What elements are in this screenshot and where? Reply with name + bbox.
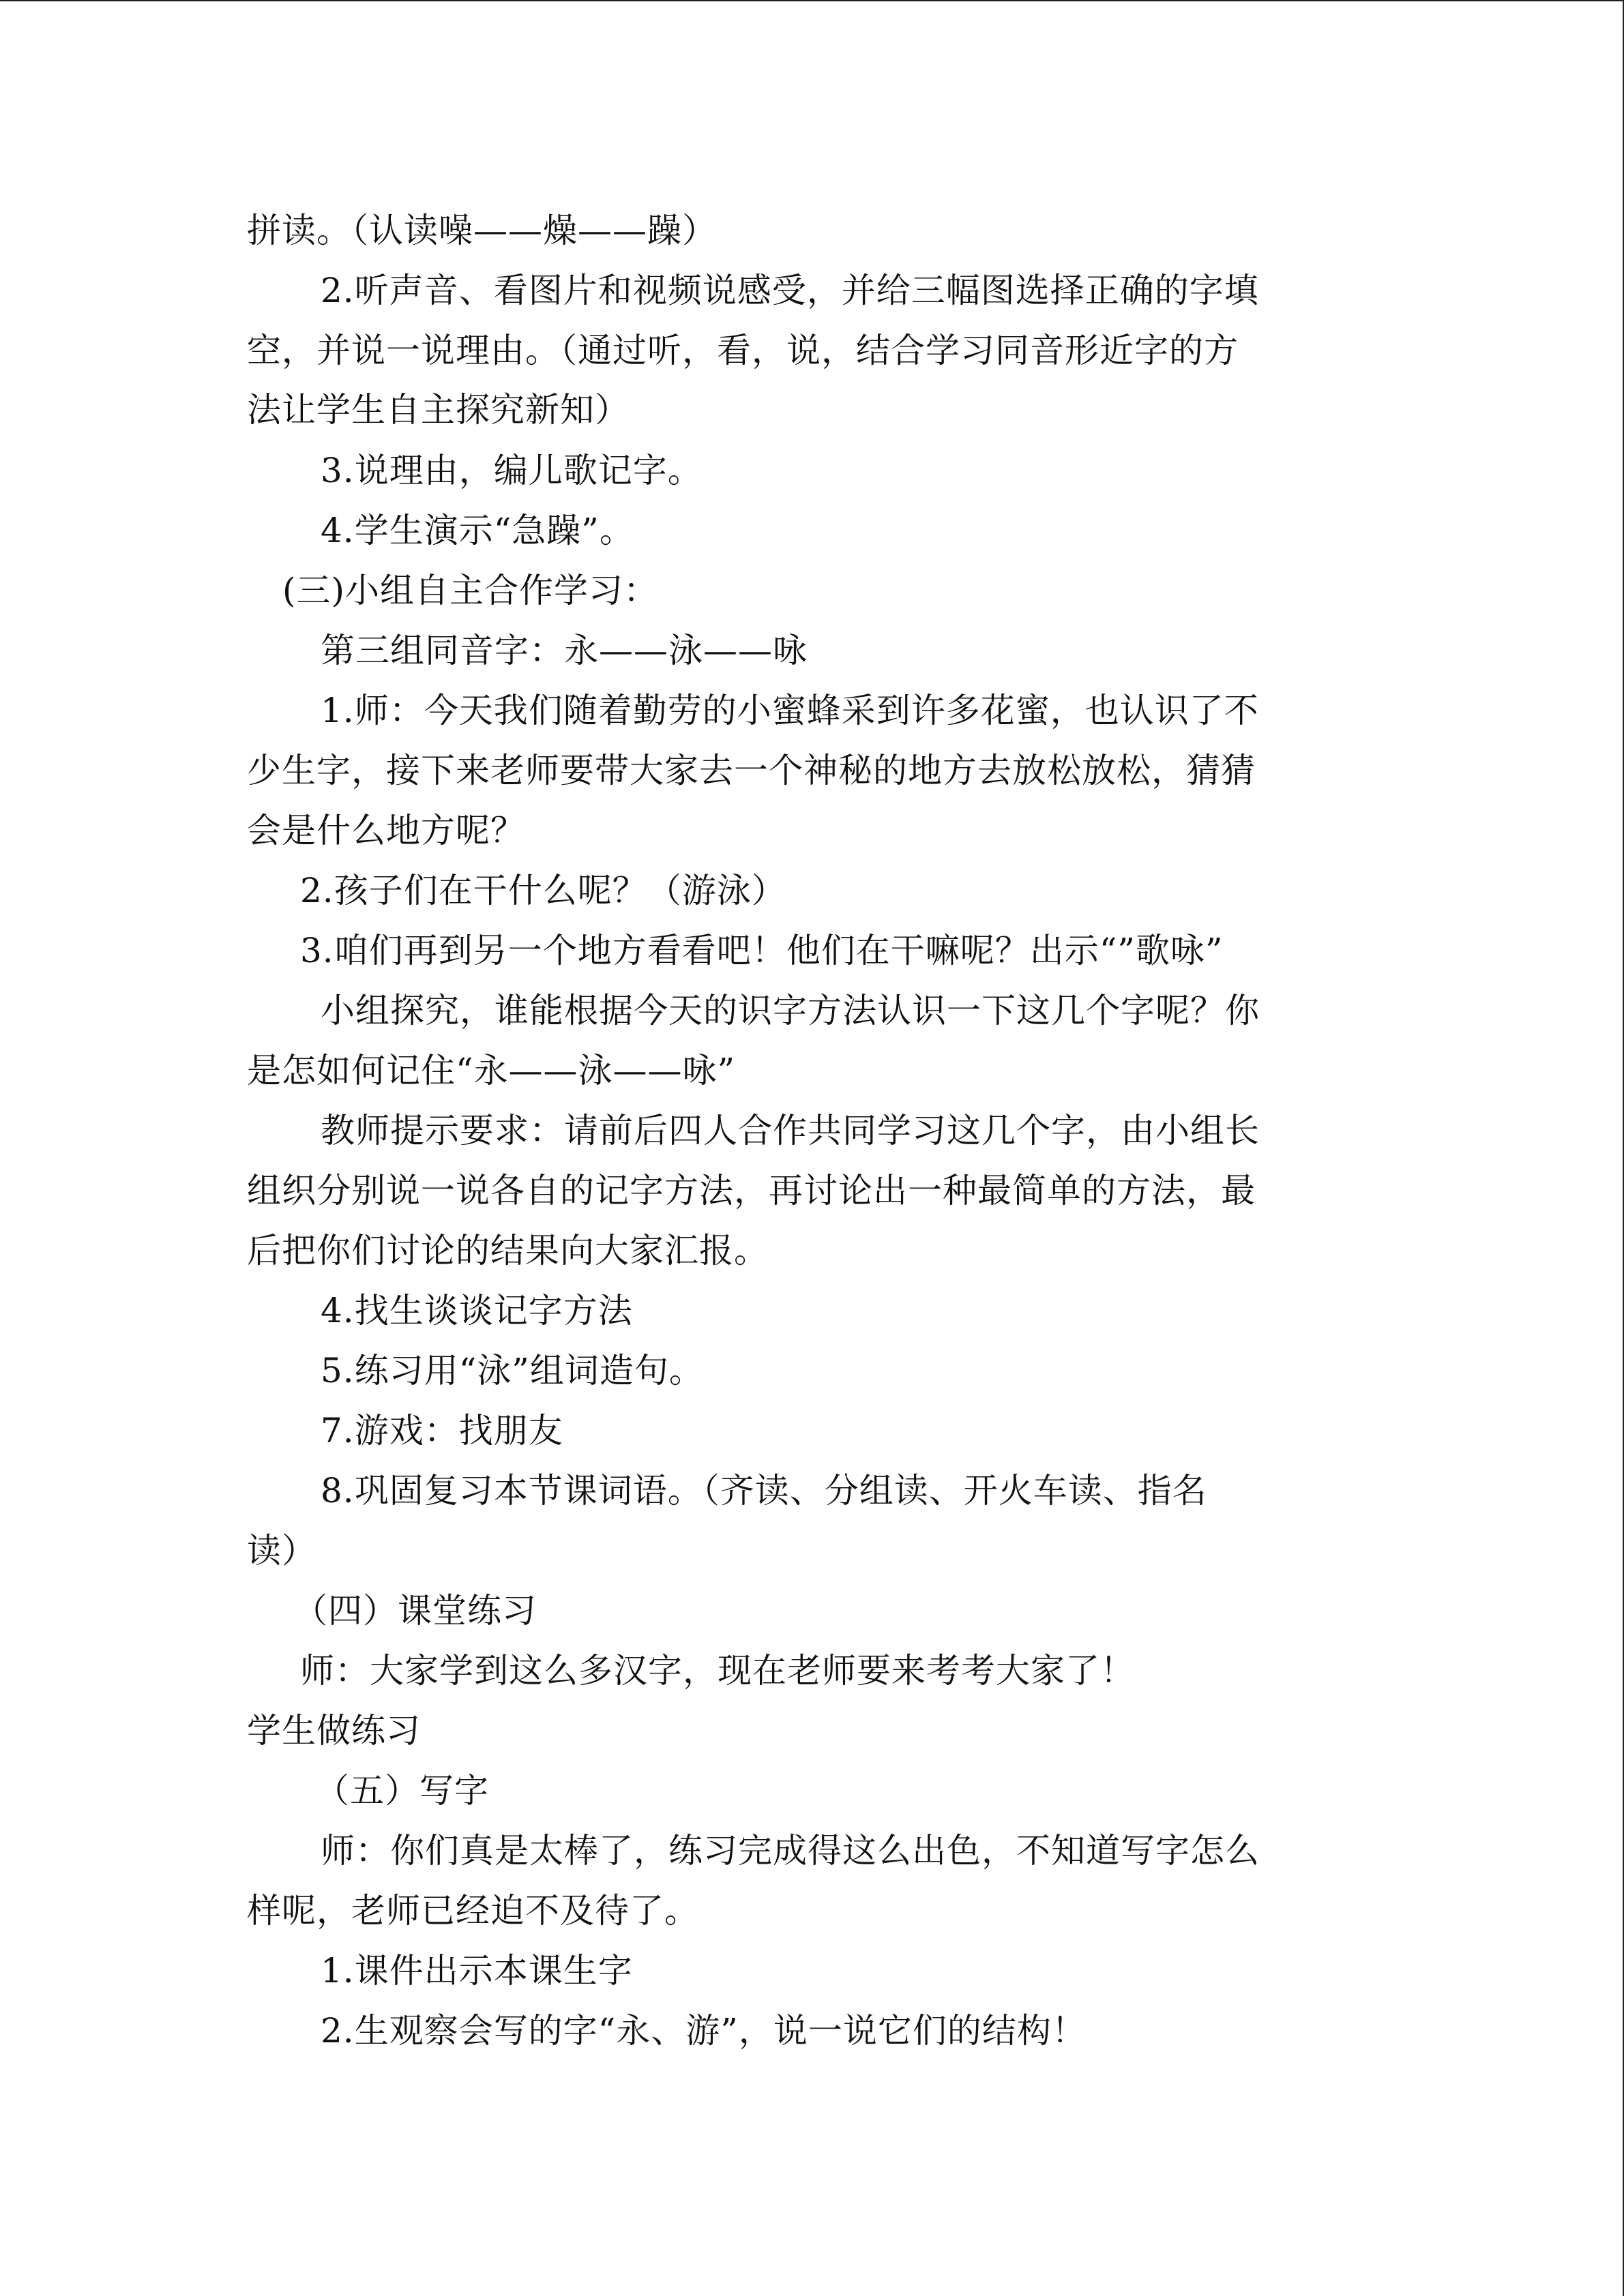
text-line-4: 法让学生自主探究新知） <box>247 390 630 430</box>
text-line-2: 2.听声音、看图片和视频说感受，并给三幅图选择正确的字填 <box>321 271 1259 310</box>
text-line-28: 师：你们真是太棒了，练习完成得这么出色，不知道写字怎么 <box>321 1831 1260 1870</box>
text-line-12: 2.孩子们在干什么呢？（游泳） <box>300 871 786 910</box>
text-line-1: 拼读。（认读噪——燥——躁） <box>247 211 717 250</box>
text-line-20: 5.练习用“泳”组词造句。 <box>321 1351 704 1390</box>
text-line-6: 4.学生演示“急躁”。 <box>321 511 634 550</box>
text-line-17: 组织分别说一说各自的记字方法，再讨论出一种最简单的方法，最 <box>247 1171 1256 1210</box>
text-line-22: 8.巩固复习本节课词语。（齐读、分组读、开火车读、指名 <box>321 1471 1207 1510</box>
text-line-26: 学生做练习 <box>247 1711 421 1750</box>
section-heading-4: （四）课堂练习 <box>293 1591 537 1630</box>
text-line-13: 3.咱们再到另一个地方看看吧！他们在干嘛呢？出示“”歌咏” <box>300 931 1224 970</box>
text-line-16: 教师提示要求：请前后四人合作共同学习这几个字，由小组长 <box>321 1111 1260 1150</box>
section-heading-5: （五）写字 <box>315 1771 489 1810</box>
text-line-5: 3.说理由，编儿歌记字。 <box>321 451 703 490</box>
text-line-25: 师：大家学到这么多汉字，现在老师要来考考大家了！ <box>300 1651 1135 1690</box>
text-line-23: 读） <box>247 1531 316 1570</box>
text-line-11: 会是什么地方呢？ <box>247 811 525 850</box>
text-line-29: 样呢，老师已经迫不及待了。 <box>247 1891 699 1930</box>
text-line-10: 少生字，接下来老师要带大家去一个神秘的地方去放松放松，猜猜 <box>247 751 1256 790</box>
section-heading-3: (三)小组自主合作学习： <box>282 571 659 610</box>
text-line-21: 7.游戏：找朋友 <box>321 1411 563 1450</box>
text-line-19: 4.找生谈谈记字方法 <box>321 1291 633 1330</box>
text-line-30: 1.课件出示本课生字 <box>321 1951 633 1991</box>
text-line-9: 1.师：今天我们随着勤劳的小蜜蜂采到许多花蜜，也认识了不 <box>321 691 1259 730</box>
text-line-3: 空，并说一说理由。（通过听，看，说，结合学习同音形近字的方 <box>247 331 1239 370</box>
text-line-18: 后把你们讨论的结果向大家汇报。 <box>247 1231 769 1270</box>
text-line-14: 小组探究，谁能根据今天的识字方法认识一下这几个字呢？你 <box>321 991 1260 1030</box>
text-line-31: 2.生观察会写的字“永、游”，说一说它们的结构！ <box>321 2011 1087 2051</box>
text-line-8: 第三组同音字：永——泳——咏 <box>321 631 808 670</box>
text-line-15: 是怎如何记住“永——泳——咏” <box>247 1051 736 1090</box>
